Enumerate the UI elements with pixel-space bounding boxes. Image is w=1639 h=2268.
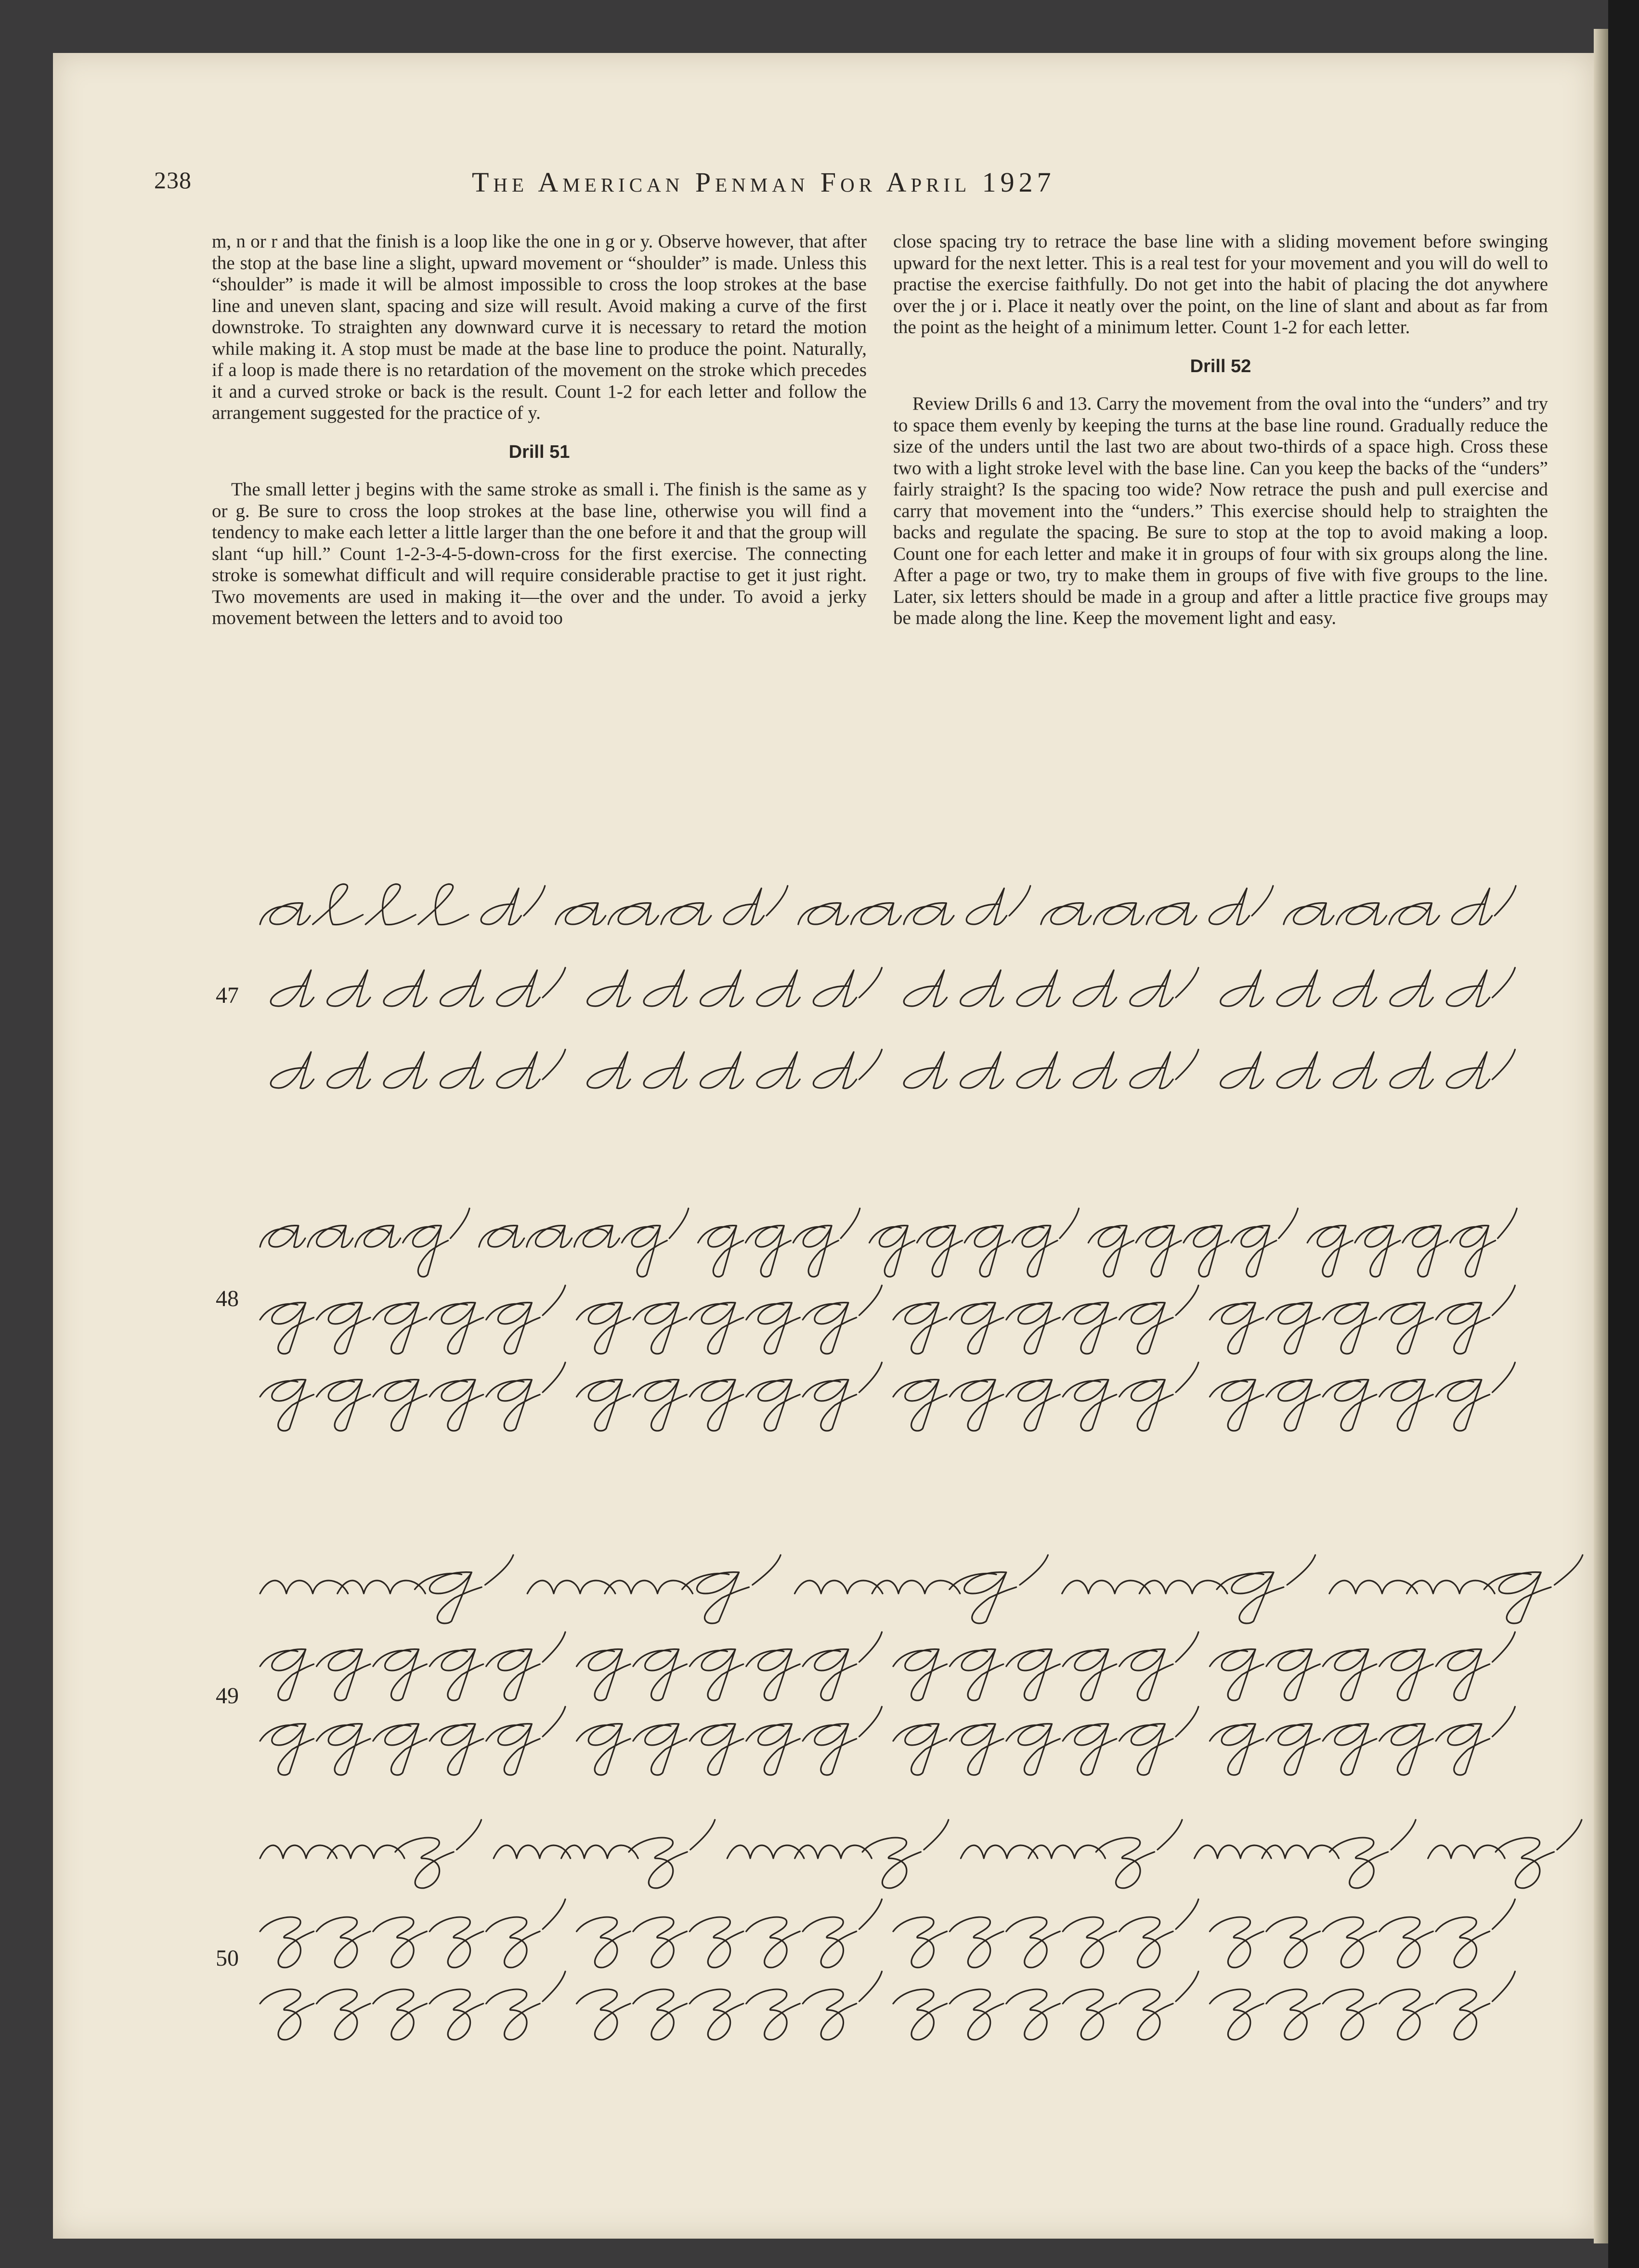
handwriting-stroke bbox=[1329, 1555, 1583, 1623]
handwriting-group bbox=[893, 1971, 1198, 2040]
handwriting-stroke bbox=[556, 886, 788, 925]
page-edge bbox=[1594, 29, 1608, 2243]
drill-number-47: 47 bbox=[216, 983, 239, 1008]
handwriting-stroke bbox=[587, 968, 882, 1007]
handwriting-group bbox=[260, 1632, 565, 1700]
handwriting-group bbox=[260, 1820, 481, 1888]
penmanship-specimens bbox=[53, 838, 1594, 2041]
paragraph: m, n or r and that the finish is a loop like the one in g or y. Observe however, that after the stop at the base line a slight, upward movement or “shoulder” is made. Unless this “shoulder” is made it will be almost impossible to cross the loop strokes at the base line and uneven slant, spacing and size will result. Avoid making a curve of the first downstroke. To straighten any downward curve it is necessary to retard the motion while making it. A stop must be made at the base line to produce the point. Naturally, if a loop is made there is no retardation of the movement on the stroke which precedes it and a curved stroke or back is the result. Count 1-2 for each letter and follow the arrangement suggested for the practice of y. bbox=[212, 231, 867, 423]
handwriting-stroke bbox=[260, 884, 545, 924]
handwriting-stroke bbox=[1210, 1362, 1515, 1431]
handwriting-stroke bbox=[577, 1632, 882, 1700]
handwriting-stroke bbox=[271, 968, 565, 1007]
handwriting-group bbox=[260, 1208, 469, 1277]
handwriting-group bbox=[271, 1050, 565, 1089]
handwriting-stroke bbox=[527, 1555, 780, 1623]
handwriting-group bbox=[1221, 968, 1515, 1007]
handwriting-group bbox=[577, 1285, 882, 1354]
handwriting-group bbox=[961, 1820, 1182, 1888]
handwriting-group bbox=[494, 1820, 715, 1888]
handwriting-stroke bbox=[260, 1971, 565, 2040]
handwriting-group bbox=[577, 1362, 882, 1431]
handwriting-group bbox=[271, 968, 565, 1007]
handwriting-group bbox=[1210, 1285, 1515, 1354]
handwriting-stroke bbox=[260, 1362, 565, 1431]
handwriting-stroke bbox=[1088, 1208, 1298, 1277]
handwriting-group bbox=[727, 1820, 949, 1888]
handwriting-group bbox=[260, 1899, 565, 1968]
handwriting-stroke bbox=[1210, 1285, 1515, 1354]
handwriting-group bbox=[527, 1555, 780, 1623]
drill-number-50: 50 bbox=[216, 1945, 239, 1971]
paragraph: The small letter j begins with the same stroke as small i. The finish is the same as y or g. Be sure to cross the loop strokes at the base line, otherwise you will find a tendency to make each letter a little larger than the one before it and that the group will slant “up hill.” Count 1-2-3-4-5-down-cross for the first exercise. The connecting stroke is somewhat difficult and will require considerable practise to get it just right. Two movements are used in making it—the over and the under. To avoid a jerky movement between the letters and to avoid too bbox=[212, 479, 867, 628]
handwriting-stroke bbox=[904, 968, 1198, 1007]
handwriting-group bbox=[1221, 1050, 1515, 1089]
handwriting-stroke bbox=[260, 1707, 565, 1775]
handwriting-stroke bbox=[494, 1820, 715, 1888]
handwriting-group bbox=[260, 1555, 513, 1623]
handwriting-stroke bbox=[577, 1707, 882, 1775]
right-column bbox=[893, 231, 1548, 629]
handwriting-group bbox=[1088, 1208, 1298, 1277]
handwriting-stroke bbox=[271, 1050, 565, 1089]
handwriting-group bbox=[577, 1899, 882, 1968]
paragraph: close spacing try to retrace the base line with a sliding movement before swinging upward for the next letter. This is a real test for your movement and you will do well to practise the exercise faithfully. Do not get into the habit of placing the dot anywhere over the j or i. Place it neatly over the point, on the line of slant and about as far from the point as the height of a minimum letter. Count 1-2 for each letter. bbox=[893, 231, 1548, 337]
handwriting-group bbox=[587, 968, 882, 1007]
drill-number-49: 49 bbox=[216, 1683, 239, 1709]
handwriting-group bbox=[1307, 1208, 1517, 1277]
handwriting-stroke bbox=[798, 886, 1030, 925]
handwriting-group bbox=[260, 884, 545, 924]
drill-heading: Drill 51 bbox=[508, 441, 570, 462]
handwriting-stroke bbox=[260, 1820, 481, 1888]
drill-number-48: 48 bbox=[216, 1286, 239, 1311]
handwriting-group bbox=[893, 1707, 1198, 1775]
handwriting-stroke bbox=[794, 1555, 1048, 1623]
handwriting-stroke bbox=[260, 1899, 565, 1968]
handwriting-stroke bbox=[1210, 1632, 1515, 1700]
handwriting-stroke bbox=[1284, 886, 1516, 925]
handwriting-group bbox=[587, 1050, 882, 1089]
handwriting-group bbox=[260, 1362, 565, 1431]
specimen-drawing bbox=[53, 838, 1594, 2041]
handwriting-stroke bbox=[870, 1208, 1079, 1277]
handwriting-stroke bbox=[893, 1707, 1198, 1775]
handwriting-group bbox=[893, 1632, 1198, 1700]
handwriting-stroke bbox=[727, 1820, 949, 1888]
handwriting-group bbox=[798, 886, 1030, 925]
page-header bbox=[154, 166, 1252, 205]
handwriting-group bbox=[260, 1707, 565, 1775]
handwriting-group bbox=[577, 1632, 882, 1700]
handwriting-group bbox=[794, 1555, 1048, 1623]
handwriting-stroke bbox=[1210, 1899, 1515, 1968]
handwriting-stroke bbox=[1062, 1555, 1315, 1623]
handwriting-stroke bbox=[577, 1285, 882, 1354]
handwriting-stroke bbox=[1041, 886, 1273, 925]
handwriting-stroke bbox=[587, 1050, 882, 1089]
handwriting-group bbox=[479, 1208, 689, 1277]
handwriting-stroke bbox=[1307, 1208, 1517, 1277]
page-number: 238 bbox=[154, 167, 192, 194]
handwriting-group bbox=[577, 1971, 882, 2040]
handwriting-stroke bbox=[1210, 1707, 1515, 1775]
handwriting-group bbox=[698, 1208, 860, 1277]
handwriting-stroke bbox=[1428, 1820, 1582, 1888]
handwriting-stroke bbox=[904, 1050, 1198, 1089]
handwriting-group bbox=[1041, 886, 1273, 925]
handwriting-group bbox=[893, 1362, 1198, 1431]
running-head: The American Penman For April 1927 bbox=[472, 167, 1055, 198]
handwriting-stroke bbox=[260, 1632, 565, 1700]
handwriting-stroke bbox=[893, 1285, 1198, 1354]
handwriting-stroke bbox=[698, 1208, 860, 1277]
handwriting-group bbox=[1210, 1899, 1515, 1968]
handwriting-group bbox=[1210, 1971, 1515, 2040]
handwriting-group bbox=[893, 1285, 1198, 1354]
left-column bbox=[212, 231, 867, 629]
handwriting-stroke bbox=[893, 1632, 1198, 1700]
handwriting-group bbox=[893, 1899, 1198, 1968]
handwriting-group bbox=[1210, 1632, 1515, 1700]
handwriting-stroke bbox=[260, 1555, 513, 1623]
handwriting-group bbox=[1210, 1707, 1515, 1775]
handwriting-group bbox=[1195, 1820, 1416, 1888]
handwriting-group bbox=[260, 1285, 565, 1354]
handwriting-stroke bbox=[479, 1208, 689, 1277]
handwriting-group bbox=[870, 1208, 1079, 1277]
handwriting-group bbox=[577, 1707, 882, 1775]
handwriting-group bbox=[260, 1971, 565, 2040]
handwriting-stroke bbox=[893, 1362, 1198, 1431]
handwriting-stroke bbox=[1221, 1050, 1515, 1089]
handwriting-group bbox=[1329, 1555, 1583, 1623]
handwriting-group bbox=[1210, 1362, 1515, 1431]
handwriting-stroke bbox=[260, 1208, 469, 1277]
handwriting-group bbox=[904, 1050, 1198, 1089]
handwriting-group bbox=[556, 886, 788, 925]
drill-heading: Drill 52 bbox=[1190, 356, 1251, 376]
handwriting-stroke bbox=[577, 1362, 882, 1431]
handwriting-stroke bbox=[1195, 1820, 1416, 1888]
paragraph: Review Drills 6 and 13. Carry the movement from the oval into the “unders” and try to space them evenly by keeping the turns at the base line round. Gradually reduce the size of the unders until the last two are about two-thirds of a space high. Cross these two with a light stroke level with the base line. Can you keep the backs of the “unders” fairly straight? Is the spacing too wide? Now retrace the push and pull exercise and carry that movement into the “unders.” This exercise should help to straighten the backs and regulate the spacing. Be sure to stop at the top to avoid making a loop. Count one for each letter and make it in groups of four with six groups along the line. After a page or two, try to make them in groups of five with five groups to the line. Later, six letters should be made in a group and after a little practice five groups may be made along the line. Keep the movement light and easy. bbox=[893, 393, 1548, 628]
handwriting-stroke bbox=[1221, 968, 1515, 1007]
handwriting-stroke bbox=[577, 1971, 882, 2040]
handwriting-group bbox=[904, 968, 1198, 1007]
handwriting-stroke bbox=[1210, 1971, 1515, 2040]
handwriting-stroke bbox=[577, 1899, 882, 1968]
handwriting-group bbox=[1284, 886, 1516, 925]
handwriting-stroke bbox=[961, 1820, 1182, 1888]
scan-border bbox=[1608, 0, 1639, 2268]
handwriting-stroke bbox=[893, 1971, 1198, 2040]
handwriting-stroke bbox=[893, 1899, 1198, 1968]
handwriting-group bbox=[1428, 1820, 1582, 1888]
handwriting-group bbox=[1062, 1555, 1315, 1623]
handwriting-stroke bbox=[260, 1285, 565, 1354]
